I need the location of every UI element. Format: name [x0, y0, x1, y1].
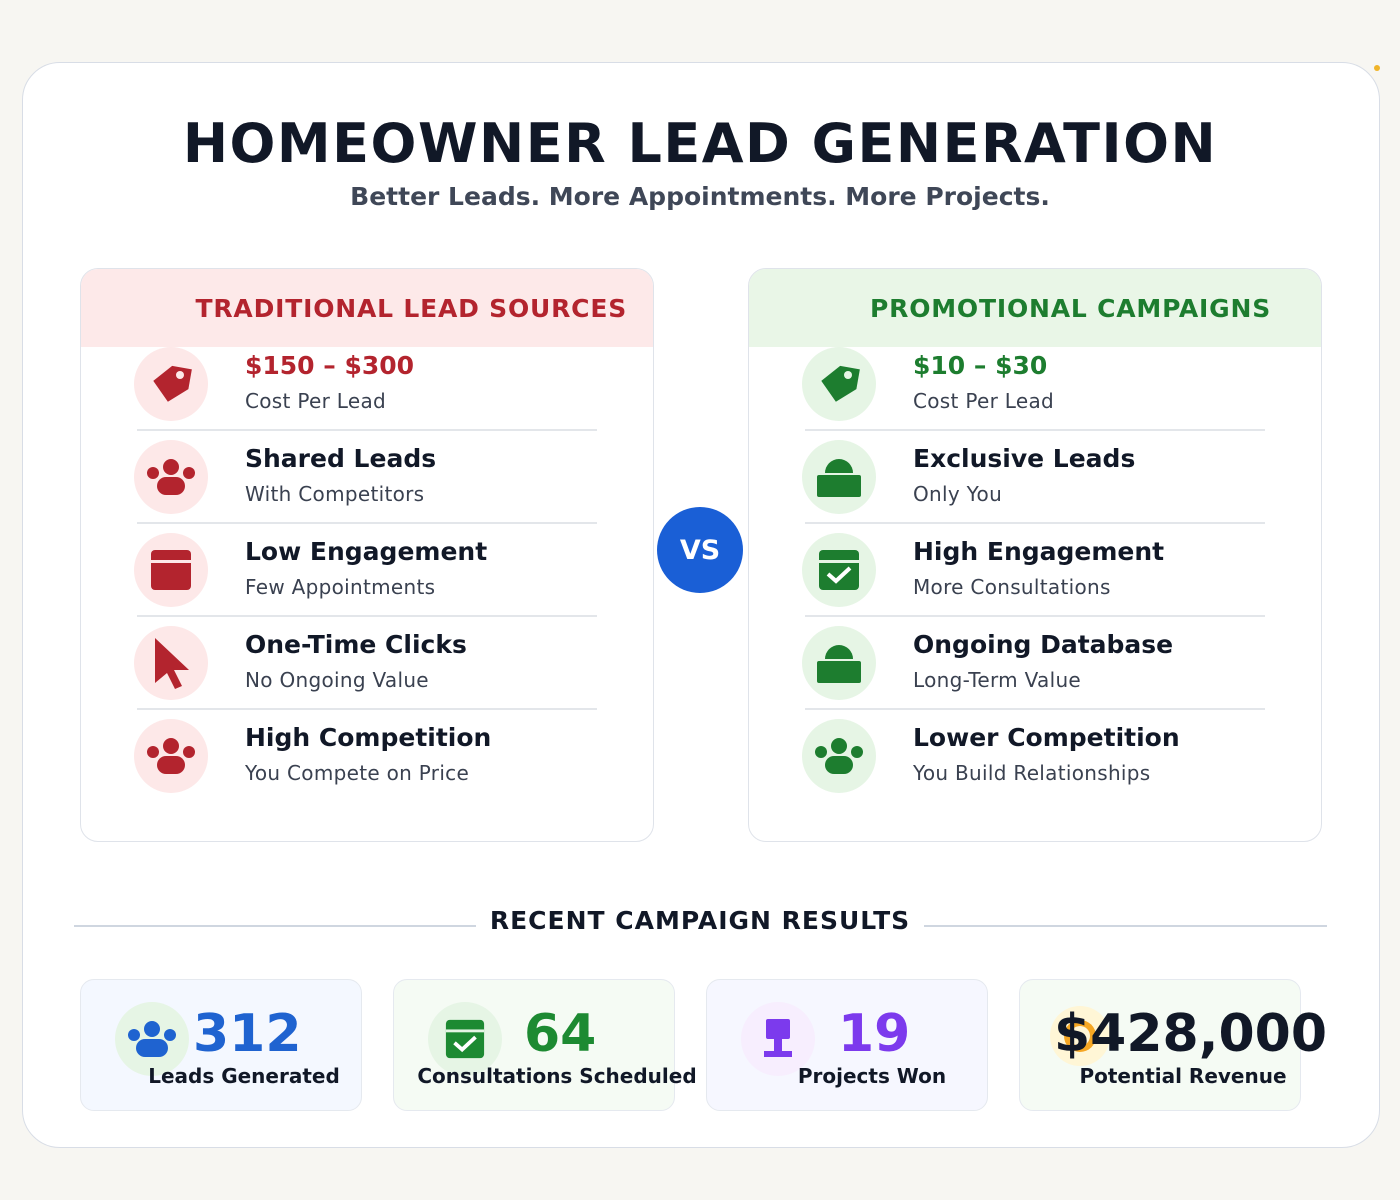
stat-projects [706, 979, 988, 1111]
accent-dot [1374, 65, 1380, 71]
stat-label: Leads Generated [148, 1064, 340, 1088]
page-title: HOMEOWNER LEAD GENERATION [182, 112, 1218, 175]
row-sub: You Build Relationships [913, 761, 1151, 785]
promotional-row-exclusive [749, 440, 1322, 533]
row-main: Ongoing Database [913, 630, 1174, 659]
row-divider [805, 708, 1265, 710]
row-main: $10 – $30 [913, 351, 1048, 380]
stat-leads [80, 979, 362, 1111]
group-icon [802, 719, 876, 793]
row-sub: More Consultations [913, 575, 1111, 599]
calendar-check-icon [802, 533, 876, 607]
stat-label: Potential Revenue [1079, 1064, 1287, 1088]
row-sub: Few Appointments [245, 575, 436, 599]
promotional-heading: PROMOTIONAL CAMPAIGNS [749, 269, 1321, 347]
stat-consultations [393, 979, 697, 1111]
stat-revenue [1019, 979, 1328, 1111]
traditional-row-clicks [81, 626, 654, 719]
promotional-panel [748, 268, 1322, 842]
row-sub: Cost Per Lead [245, 389, 386, 413]
vs-badge: VS [657, 507, 743, 593]
row-main: Low Engagement [245, 537, 488, 566]
row-main: High Engagement [913, 537, 1165, 566]
row-main: Shared Leads [245, 444, 437, 473]
stat-label: Projects Won [797, 1064, 947, 1088]
traditional-heading: TRADITIONAL LEAD SOURCES [81, 269, 653, 347]
page-subtitle: Better Leads. More Appointments. More Projects. [350, 182, 1050, 211]
results-title: RECENT CAMPAIGN RESULTS [476, 906, 924, 935]
group-icon [134, 440, 208, 514]
row-sub: Only You [913, 482, 1003, 506]
calendar-icon [134, 533, 208, 607]
stat-value: 64 [524, 1004, 597, 1064]
traditional-row-cost [81, 347, 654, 440]
row-sub: Cost Per Lead [913, 389, 1054, 413]
row-sub: You Compete on Price [245, 761, 470, 785]
row-main: High Competition [245, 723, 492, 752]
row-divider [137, 522, 597, 524]
database-icon [802, 626, 876, 700]
promotional-row-engagement [749, 533, 1322, 626]
traditional-row-competition [81, 719, 654, 812]
stat-value: 19 [838, 1004, 911, 1064]
row-divider [805, 615, 1265, 617]
group-icon [134, 719, 208, 793]
row-sub: No Ongoing Value [245, 668, 429, 692]
row-sub: Long-Term Value [913, 668, 1082, 692]
lock-icon [802, 440, 876, 514]
row-main: Lower Competition [913, 723, 1180, 752]
row-main: Exclusive Leads [913, 444, 1136, 473]
traditional-panel [80, 268, 654, 842]
row-divider [137, 615, 597, 617]
row-divider [805, 429, 1265, 431]
traditional-row-engagement [81, 533, 654, 626]
stat-value: 312 [193, 1004, 302, 1064]
price-tag-icon [802, 347, 876, 421]
row-sub: With Competitors [245, 482, 425, 506]
row-main: $150 – $300 [245, 351, 415, 380]
row-main: One-Time Clicks [245, 630, 467, 659]
price-tag-icon [134, 347, 208, 421]
traditional-row-shared [81, 440, 654, 533]
promotional-row-cost [749, 347, 1322, 440]
stat-label: Consultations Scheduled [417, 1064, 697, 1088]
promotional-row-database [749, 626, 1322, 719]
row-divider [137, 429, 597, 431]
stat-value: $428,000 [1054, 1004, 1328, 1064]
row-divider [805, 522, 1265, 524]
top-band [0, 0, 1400, 50]
cursor-icon [134, 626, 208, 700]
row-divider [137, 708, 597, 710]
promotional-row-competition [749, 719, 1322, 812]
